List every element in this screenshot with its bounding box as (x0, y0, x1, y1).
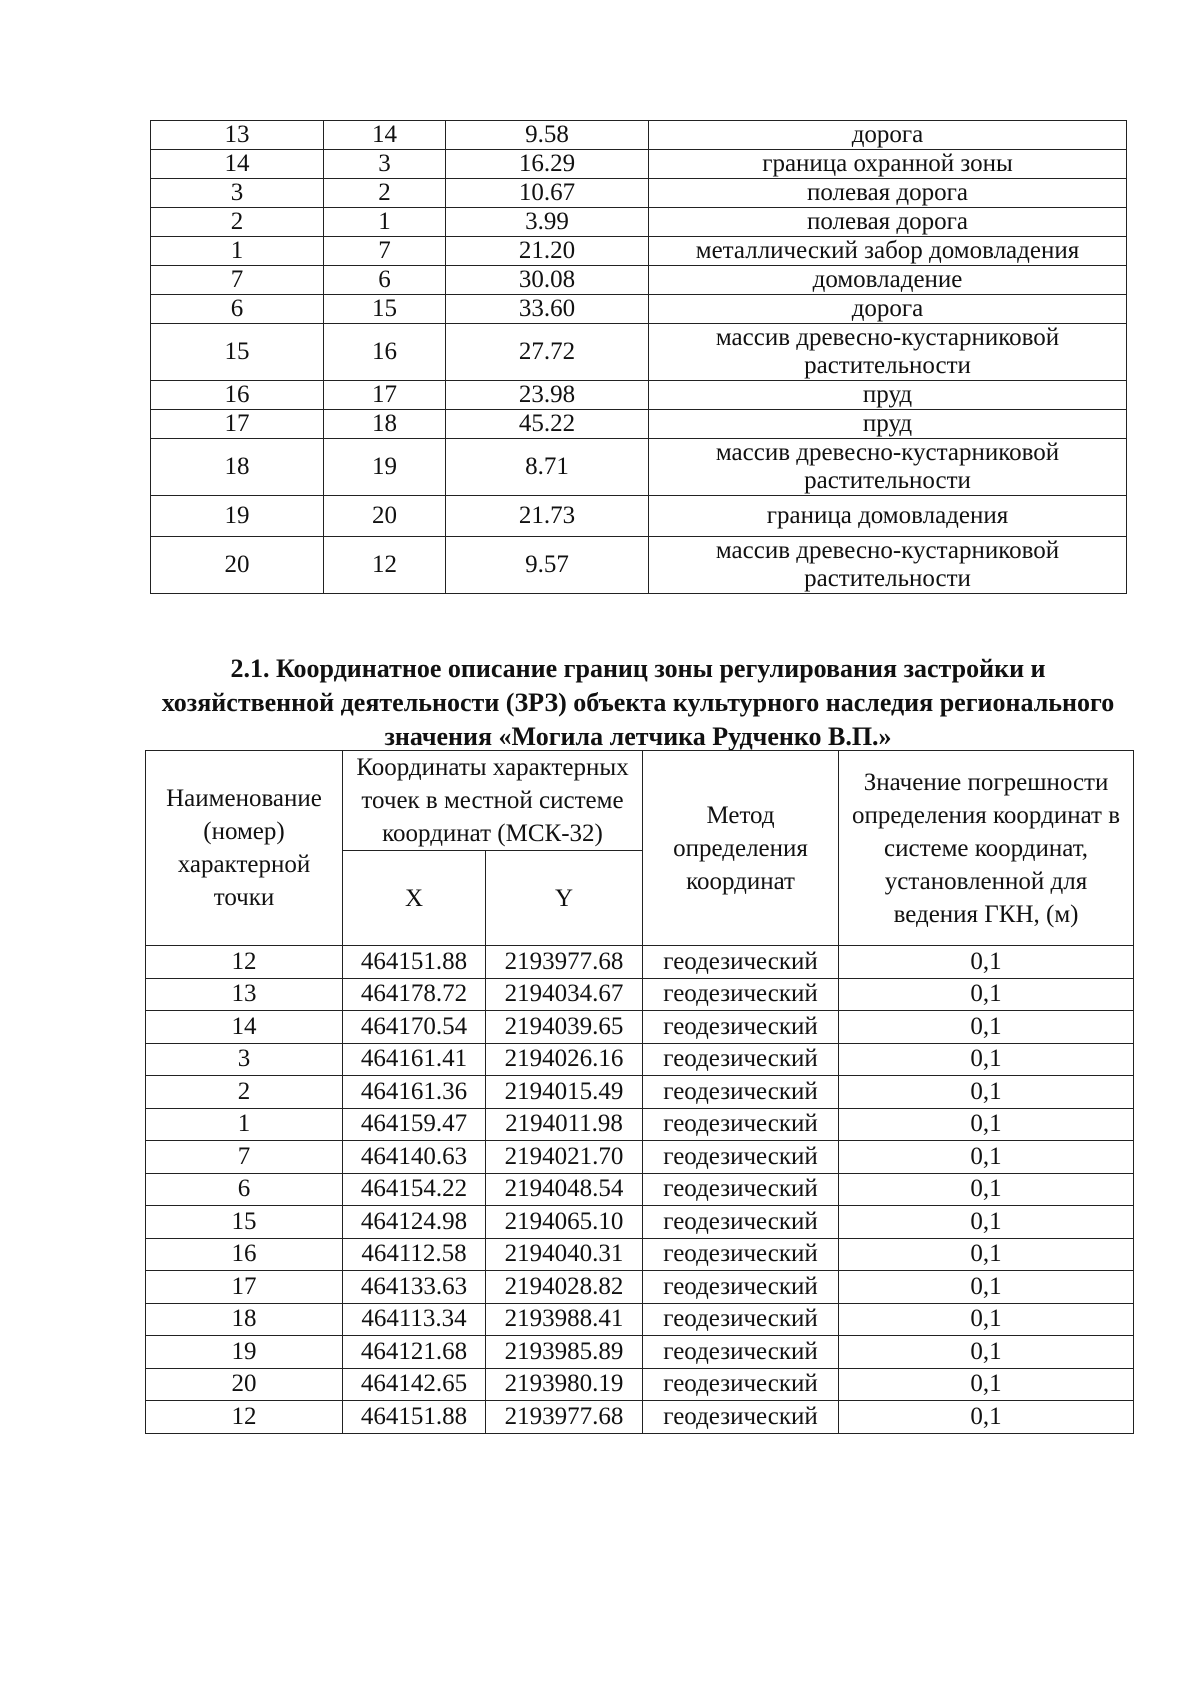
error-value: 0,1 (839, 1368, 1134, 1401)
segment-to: 7 (324, 237, 446, 266)
point-number: 2 (146, 1076, 343, 1109)
segment-length: 3.99 (446, 208, 649, 237)
section-title: 2.1. Координатное описание границ зоны регулирования застройки и хозяйственной деятельности (ЗРЗ) объекта культурного наследия регионального значения «Могила летчика Рудченко В.П.» (161, 654, 1115, 751)
segment-to: 15 (324, 295, 446, 324)
coord-x: 464133.63 (343, 1271, 486, 1304)
table-row (151, 410, 1127, 439)
error-value: 0,1 (839, 1011, 1134, 1044)
segment-description: дорога (649, 295, 1127, 324)
error-value: 0,1 (839, 1173, 1134, 1206)
segment-description: домовладение (649, 266, 1127, 295)
segments-table-body (151, 121, 1127, 594)
error-value: 0,1 (839, 946, 1134, 979)
segment-to: 14 (324, 121, 446, 150)
segment-to: 18 (324, 410, 446, 439)
segment-from: 19 (151, 496, 324, 537)
coord-y: 2193977.68 (486, 1401, 643, 1434)
error-value: 0,1 (839, 1206, 1134, 1239)
error-value: 0,1 (839, 1076, 1134, 1109)
table-row (146, 1401, 1134, 1434)
table-row (151, 496, 1127, 537)
segment-length: 9.58 (446, 121, 649, 150)
segment-length: 10.67 (446, 179, 649, 208)
point-number: 13 (146, 978, 343, 1011)
coordinates-table-header (146, 751, 1134, 946)
coord-x: 464178.72 (343, 978, 486, 1011)
method: геодезический (643, 1336, 839, 1369)
point-number: 12 (146, 946, 343, 979)
coord-y: 2194048.54 (486, 1173, 643, 1206)
coord-x: 464121.68 (343, 1336, 486, 1369)
coord-x: 464112.58 (343, 1238, 486, 1271)
segment-from: 2 (151, 208, 324, 237)
table-row (151, 121, 1127, 150)
table-row (146, 946, 1134, 979)
table-row (151, 208, 1127, 237)
segment-length: 33.60 (446, 295, 649, 324)
segment-length: 27.72 (446, 324, 649, 381)
segment-length: 8.71 (446, 439, 649, 496)
method: геодезический (643, 978, 839, 1011)
method: геодезический (643, 1173, 839, 1206)
point-number: 18 (146, 1303, 343, 1336)
table-row (151, 439, 1127, 496)
point-number: 7 (146, 1141, 343, 1174)
point-number: 20 (146, 1368, 343, 1401)
coord-x: 464142.65 (343, 1368, 486, 1401)
coord-x: 464113.34 (343, 1303, 486, 1336)
method: геодезический (643, 1011, 839, 1044)
error-value: 0,1 (839, 1401, 1134, 1434)
method: геодезический (643, 1076, 839, 1109)
coordinates-table-body (146, 946, 1134, 1434)
table-row (151, 295, 1127, 324)
method: геодезический (643, 1368, 839, 1401)
point-number: 6 (146, 1173, 343, 1206)
segment-description: металлический забор домовладения (649, 237, 1127, 266)
header-coordinates-group: Координаты характерных точек в местной системе координат (МСК-32) (343, 751, 643, 851)
coord-x: 464154.22 (343, 1173, 486, 1206)
segment-to: 2 (324, 179, 446, 208)
table-row (151, 150, 1127, 179)
point-number: 17 (146, 1271, 343, 1304)
coord-x: 464151.88 (343, 946, 486, 979)
segment-to: 16 (324, 324, 446, 381)
coord-y: 2194021.70 (486, 1141, 643, 1174)
segment-from: 20 (151, 537, 324, 594)
segment-to: 6 (324, 266, 446, 295)
method: геодезический (643, 1238, 839, 1271)
segment-description: массив древесно-кустарниковой растительности (649, 324, 1127, 381)
header-x: X (343, 851, 486, 946)
segment-description: пруд (649, 381, 1127, 410)
header-y: Y (486, 851, 643, 946)
error-value: 0,1 (839, 1043, 1134, 1076)
table-row (146, 978, 1134, 1011)
table-row (146, 1141, 1134, 1174)
segment-from: 13 (151, 121, 324, 150)
table-row (151, 179, 1127, 208)
table-row (151, 324, 1127, 381)
table-row (146, 1368, 1134, 1401)
segment-to: 20 (324, 496, 446, 537)
segment-length: 16.29 (446, 150, 649, 179)
segment-to: 19 (324, 439, 446, 496)
error-value: 0,1 (839, 1336, 1134, 1369)
segment-from: 7 (151, 266, 324, 295)
segment-from: 3 (151, 179, 324, 208)
point-number: 12 (146, 1401, 343, 1434)
table-row (146, 1238, 1134, 1271)
coord-y: 2194065.10 (486, 1206, 643, 1239)
coord-y: 2193985.89 (486, 1336, 643, 1369)
coord-y: 2194039.65 (486, 1011, 643, 1044)
segment-description: дорога (649, 121, 1127, 150)
header-error: Значение погрешности определения координат в системе координат, установленной для ведения ГКН, (м) (839, 751, 1134, 946)
method: геодезический (643, 1401, 839, 1434)
coord-x: 464161.36 (343, 1076, 486, 1109)
coord-y: 2194015.49 (486, 1076, 643, 1109)
method: геодезический (643, 1043, 839, 1076)
segment-from: 1 (151, 237, 324, 266)
segment-length: 21.73 (446, 496, 649, 537)
segment-length: 9.57 (446, 537, 649, 594)
segment-description: полевая дорога (649, 208, 1127, 237)
coord-y: 2194028.82 (486, 1271, 643, 1304)
header-point-name: Наименование (номер) характерной точки (146, 751, 343, 946)
coord-y: 2193980.19 (486, 1368, 643, 1401)
point-number: 3 (146, 1043, 343, 1076)
table-row (146, 1108, 1134, 1141)
segment-to: 3 (324, 150, 446, 179)
coord-y: 2194040.31 (486, 1238, 643, 1271)
point-number: 16 (146, 1238, 343, 1271)
coord-y: 2193988.41 (486, 1303, 643, 1336)
error-value: 0,1 (839, 1238, 1134, 1271)
coord-y: 2193977.68 (486, 946, 643, 979)
table-row (146, 1011, 1134, 1044)
coord-x: 464159.47 (343, 1108, 486, 1141)
segment-from: 17 (151, 410, 324, 439)
segment-length: 23.98 (446, 381, 649, 410)
coord-x: 464140.63 (343, 1141, 486, 1174)
segment-length: 30.08 (446, 266, 649, 295)
segment-to: 12 (324, 537, 446, 594)
segment-length: 45.22 (446, 410, 649, 439)
coord-x: 464161.41 (343, 1043, 486, 1076)
segment-from: 18 (151, 439, 324, 496)
table-row (151, 537, 1127, 594)
segment-from: 15 (151, 324, 324, 381)
segment-from: 16 (151, 381, 324, 410)
error-value: 0,1 (839, 1271, 1134, 1304)
table-row (146, 1271, 1134, 1304)
segment-description: полевая дорога (649, 179, 1127, 208)
segment-description: граница домовладения (649, 496, 1127, 537)
method: геодезический (643, 1108, 839, 1141)
table-row (151, 381, 1127, 410)
segment-description: массив древесно-кустарниковой растительности (649, 537, 1127, 594)
segment-from: 6 (151, 295, 324, 324)
segment-to: 1 (324, 208, 446, 237)
method: геодезический (643, 1303, 839, 1336)
table-row (151, 237, 1127, 266)
method: геодезический (643, 946, 839, 979)
point-number: 19 (146, 1336, 343, 1369)
error-value: 0,1 (839, 978, 1134, 1011)
coordinates-table (145, 750, 1134, 1434)
point-number: 15 (146, 1206, 343, 1239)
coord-x: 464170.54 (343, 1011, 486, 1044)
segment-description: пруд (649, 410, 1127, 439)
segment-from: 14 (151, 150, 324, 179)
method: геодезический (643, 1141, 839, 1174)
point-number: 1 (146, 1108, 343, 1141)
table-row (146, 1043, 1134, 1076)
coord-x: 464124.98 (343, 1206, 486, 1239)
error-value: 0,1 (839, 1303, 1134, 1336)
coord-y: 2194026.16 (486, 1043, 643, 1076)
table-row (151, 266, 1127, 295)
table-row (146, 1336, 1134, 1369)
point-number: 14 (146, 1011, 343, 1044)
table-row (146, 1303, 1134, 1336)
table-row (146, 1173, 1134, 1206)
coord-x: 464151.88 (343, 1401, 486, 1434)
segments-table (150, 120, 1127, 594)
header-method: Метод определения координат (643, 751, 839, 946)
segment-description: массив древесно-кустарниковой растительности (649, 439, 1127, 496)
table-row (146, 1206, 1134, 1239)
error-value: 0,1 (839, 1108, 1134, 1141)
coord-y: 2194011.98 (486, 1108, 643, 1141)
segment-to: 17 (324, 381, 446, 410)
segment-description: граница охранной зоны (649, 150, 1127, 179)
coord-y: 2194034.67 (486, 978, 643, 1011)
error-value: 0,1 (839, 1141, 1134, 1174)
segment-length: 21.20 (446, 237, 649, 266)
table-row (146, 1076, 1134, 1109)
method: геодезический (643, 1206, 839, 1239)
method: геодезический (643, 1271, 839, 1304)
